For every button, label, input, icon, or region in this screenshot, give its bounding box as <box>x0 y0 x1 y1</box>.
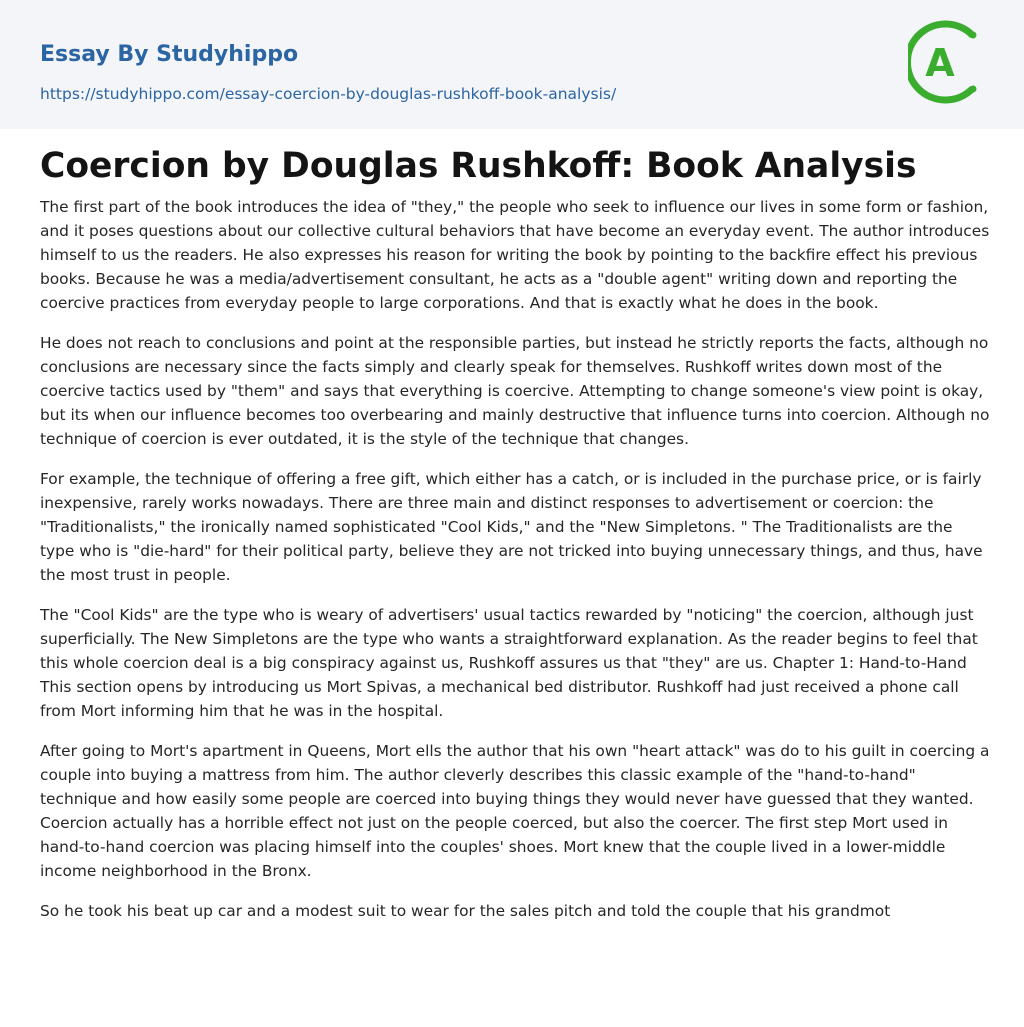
logo-letter: A <box>925 41 955 85</box>
logo-ring-icon <box>908 18 988 106</box>
essay-paragraph: The "Cool Kids" are the type who is weary of advertisers' usual tactics rewarded by "noticing" the coercion, although just superficially. The New Simpletons are the type who wants a straightforward explanation. As the reader begins to feel that this whole coercion deal is a big conspiracy against us, Rushkoff assures us that "they" are us. Chapter 1: Hand-to-Hand This section opens by introducing us Mort Spivas, a mechanical bed distributor. Rushkoff had just received a phone call from Mort informing him that he was in the hospital. <box>40 606 978 720</box>
page-url-link[interactable]: https://studyhippo.com/essay-coercion-by-douglas-rushkoff-book-analysis/ <box>40 85 617 103</box>
studyhippo-logo[interactable] <box>908 18 988 106</box>
site-header <box>0 0 1024 129</box>
essay-body <box>40 195 990 939</box>
essay-paragraph: The first part of the book introduces the idea of "they," the people who seek to influence our lives in some form or fashion, and it poses questions about our collective cultural behaviors that have become an everyday event. The author introduces himself to us the readers. He also expresses his reason for writing the book by pointing to the backfire effect his previous books. Because he was a media/advertisement consultant, he acts as a "double agent" writing down and reporting the coercive practices from everyday people to large corporations. And that is exactly what he does in the book. <box>40 198 990 312</box>
essay-paragraph: For example, the technique of offering a free gift, which either has a catch, or is included in the purchase price, or is fairly inexpensive, rarely works nowadays. There are three main and distinct responses to advertisement or coercion: the "Traditionalists," the ironically named sophisticated "Cool Kids," and the "New Simpletons. " The Traditionalists are the type who is "die-hard" for their political party, believe they are not tricked into buying unnecessary things, and thus, have the most trust in people. <box>40 470 983 584</box>
essay-title: Coercion by Douglas Rushkoff: Book Analysis <box>40 146 917 186</box>
essay-paragraph: So he took his beat up car and a modest suit to wear for the sales pitch and told the couple that his grandmot <box>40 902 891 920</box>
essay-paragraph: After going to Mort's apartment in Queens, Mort ells the author that his own "heart attack" was do to his guilt in coercing a couple into buying a mattress from him. The author cleverly describes this classic example of the "hand-to-hand" technique and how easily some people are coerced into buying things they would never have guessed that they wanted. Coercion actually has a horrible effect not just on the people coerced, but also the coercer. The first step Mort used in hand-to-hand coercion was placing himself into the couples' shoes. Mort knew that the couple lived in a lower-middle income neighborhood in the Bronx. <box>40 742 990 880</box>
site-brand-title[interactable]: Essay By Studyhippo <box>40 42 299 67</box>
essay-paragraph: He does not reach to conclusions and point at the responsible parties, but instead he strictly reports the facts, although no conclusions are necessary since the facts simply and clearly speak for themselves. Rushkoff writes down most of the coercive tactics used by "them" and says that everything is coercive. Attempting to change someone's view point is okay, but its when our influence becomes too overbearing and mainly destructive that influence turns into coercion. Although no technique of coercion is ever outdated, it is the style of the technique that changes. <box>40 334 990 448</box>
